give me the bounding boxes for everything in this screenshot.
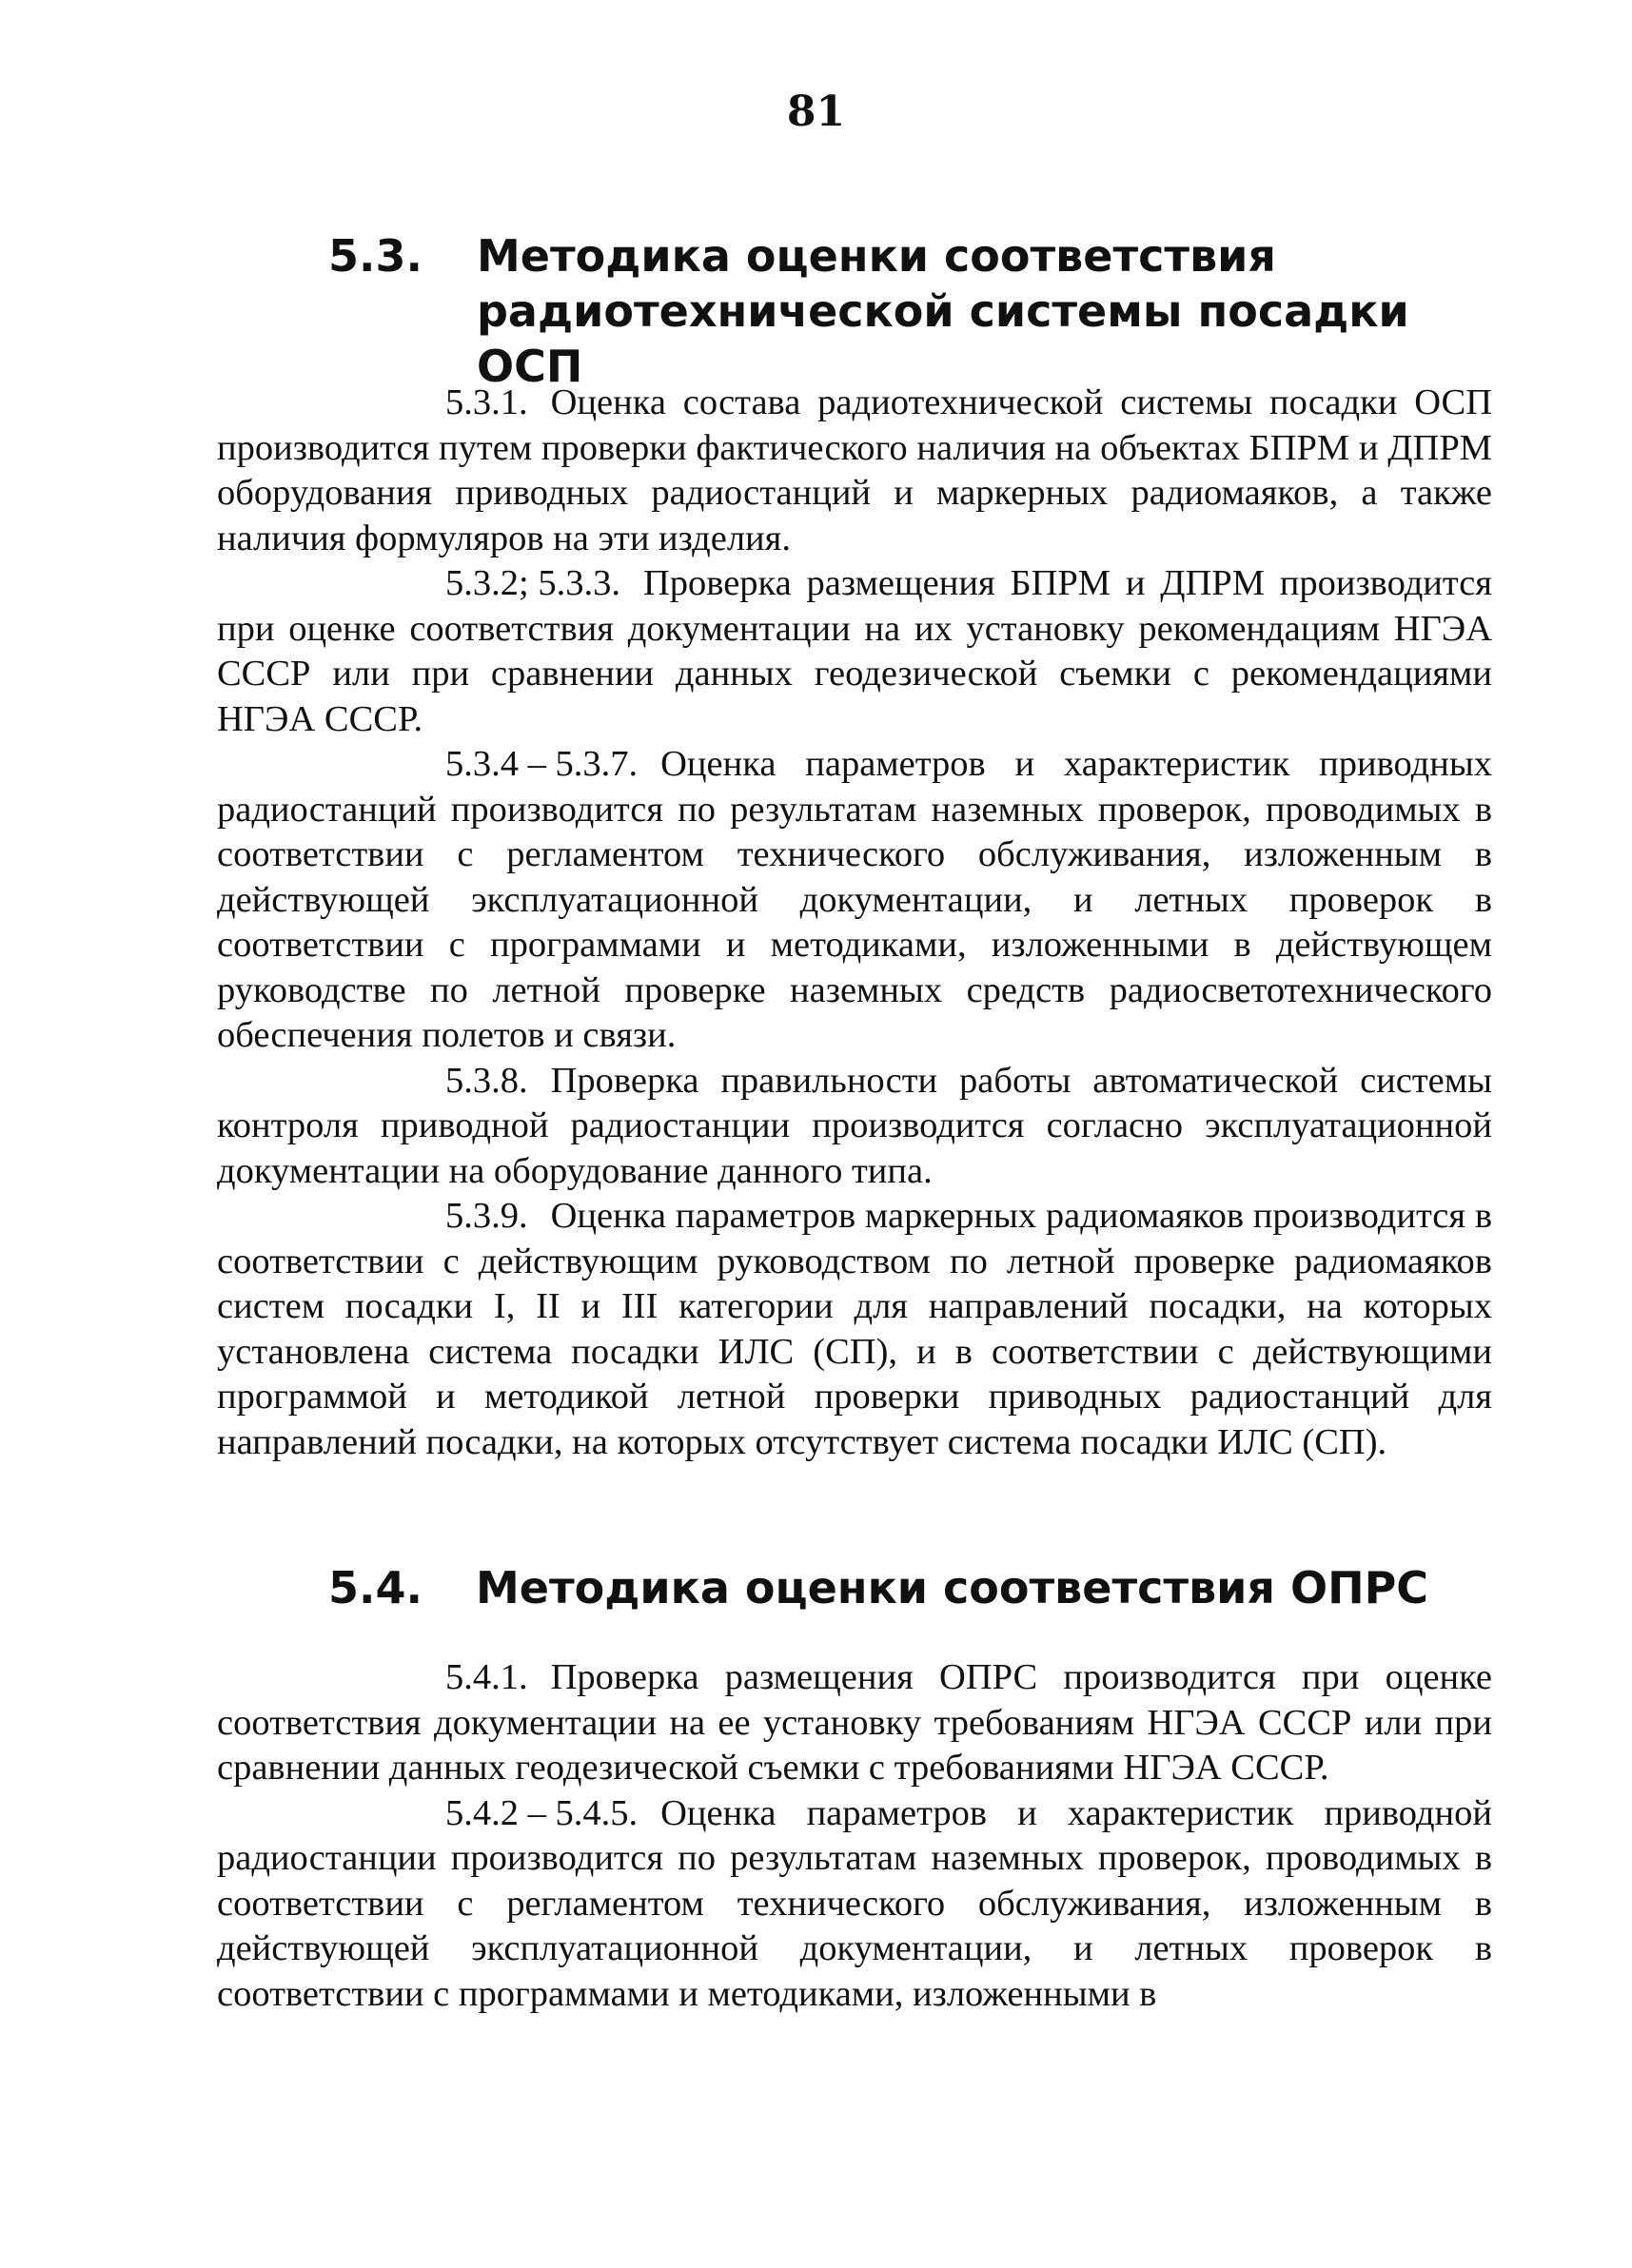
section-title: Методика оценки соответствия радиотехнической системы посадки ОСП — [477, 230, 1409, 392]
paragraph-5-4-1 — [217, 1655, 1492, 1791]
paragraph-text: Проверка размещения ОПРС производится при оценке соответствия документации на ее установку требованиям НГЭА СССР или при сравнении данных геодезической съемки с требованиями НГЭА СССР. — [217, 1657, 1492, 1788]
paragraph-5-4-2 — [217, 1791, 1492, 2018]
paragraph-number: 5.3.4 – 5.3.7. — [445, 744, 639, 784]
paragraph-number: 5.3.8. — [445, 1060, 528, 1101]
paragraph-5-3-2 — [217, 561, 1492, 742]
paragraph-text: Оценка параметров и характеристик приводной радиостанции производится по результатам наземных проверок, проводимых в соответствии с регламентом технического обслуживания, изложенным в действующей эксплуатационной документации, и летных проверок в соответствии с программами и методиками, изложенными в — [217, 1792, 1492, 2014]
paragraph-5-3-4 — [217, 742, 1492, 1059]
section-body-5-3 — [217, 381, 1492, 1465]
paragraph-number: 5.4.2 – 5.4.5. — [445, 1792, 639, 1833]
page-number: 81 — [786, 88, 846, 136]
section-number: 5.3. — [328, 230, 423, 282]
paragraph-text: Оценка параметров маркерных радиомаяков производится в соответствии с действующим руководством по летной проверке радиомаяков систем посадки I, II и III категории для направлений посадки, на которых установлена система посадки ИЛС (СП), и в соответствии с действующими программой и методикой летной проверки приводных радиостанций для направлений посадки, на которых отсутствует система посадки ИЛС (СП). — [217, 1196, 1492, 1462]
paragraph-number: 5.3.9. — [445, 1196, 528, 1236]
paragraph-number: 5.3.2; 5.3.3. — [445, 563, 620, 603]
paragraph-5-3-8 — [217, 1059, 1492, 1195]
paragraph-text: Проверка правильности работы автоматической системы контроля приводной радиостанции производится согласно эксплуатационной документации на оборудование данного типа. — [217, 1060, 1492, 1191]
paragraph-text: Оценка состава радиотехнической системы посадки ОСП производится путем проверки фактического наличия на объектах БПРМ и ДПРМ оборудования приводных радиостанций и маркерных радиомаяков, а также наличия формуляров на эти изделия. — [217, 382, 1492, 558]
paragraph-5-3-1 — [217, 381, 1492, 561]
paragraph-text: Проверка размещения БПРМ и ДПРМ производится при оценке соответствия документации на их установку рекомендациям НГЭА СССР или при сравнении данных геодезической съемки с рекомендациями НГЭА СССР. — [217, 563, 1492, 739]
section-body-5-4 — [217, 1655, 1492, 2017]
section-number: 5.4. — [328, 1562, 423, 1613]
section-title: Методика оценки соответствия ОПРС — [476, 1562, 1429, 1613]
paragraph-5-3-9 — [217, 1194, 1492, 1465]
paragraph-number: 5.3.1. — [445, 382, 528, 422]
paragraph-number: 5.4.1. — [445, 1657, 528, 1697]
paragraph-text: Оценка параметров и характеристик приводных радиостанций производится по результатам наземных проверок, проводимых в соответствии с регламентом технического обслуживания, изложенным в действующей эксплуатационной документации, и летных проверок в соответствии с программами и методиками, изложенными в действующем руководстве по летной проверке наземных средств радиосветотехнического обеспечения полетов и связи. — [217, 744, 1492, 1055]
section-heading-5-3 — [328, 228, 1524, 394]
section-heading-5-4 — [328, 1560, 1523, 1615]
